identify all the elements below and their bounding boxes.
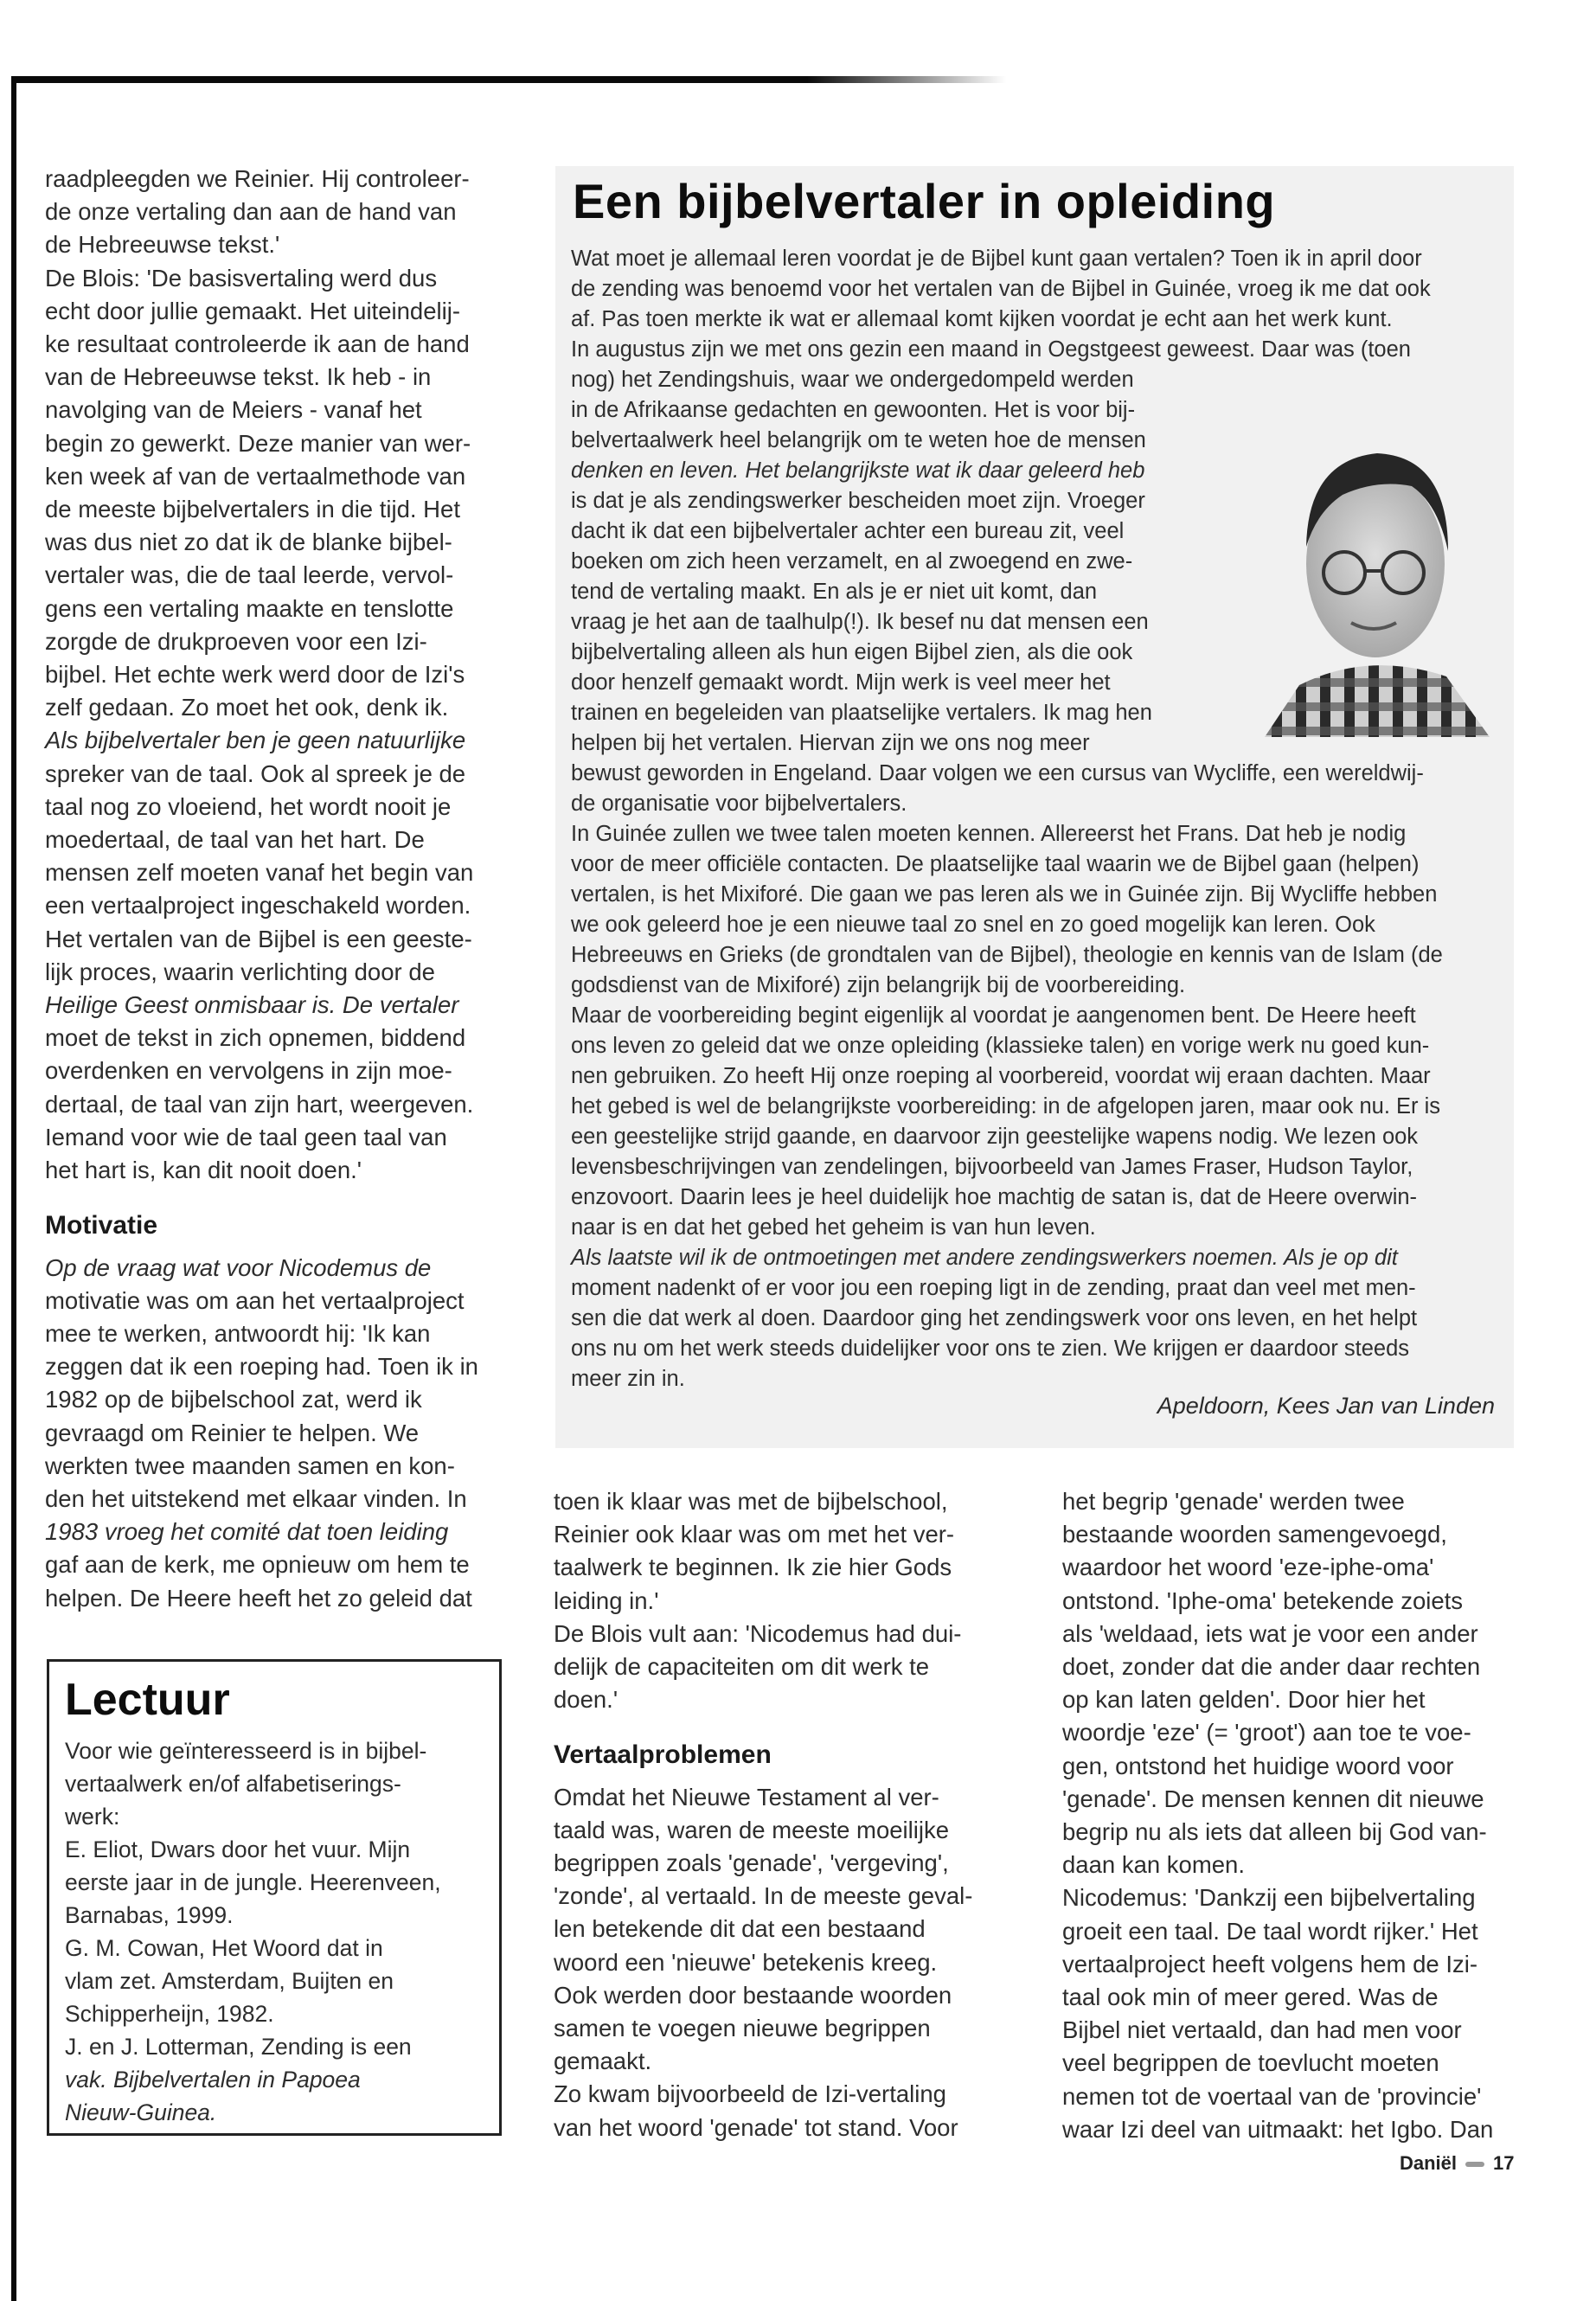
text-line: bijbelvertaling alleen als hun eigen Bijbel zien, als die ook [571, 640, 1133, 664]
text-line: 1982 op de bijbelschool zat, werd ik [45, 1386, 422, 1413]
sidebar-text-top [571, 244, 1497, 365]
text-line: Zo kwam bijvoorbeeld de Izi-vertaling [554, 2080, 946, 2108]
text-line: taal nog zo vloeiend, het wordt nooit je [45, 792, 452, 820]
text-line: begrip nu als iets dat alleen bij God van- [1062, 1818, 1487, 1846]
text-line: doen.' [554, 1686, 619, 1714]
text-line: Reinier ook klaar was om met het ver- [554, 1521, 955, 1548]
text-line: Ook werden door bestaande woorden [554, 1981, 952, 2009]
text-line: In augustus zijn we met ons gezin een maand in Oegstgeest geweest. Daar was (toen [571, 337, 1411, 362]
text-line: waar Izi deel van uitmaakt: het Igbo. Dan [1062, 2115, 1494, 2143]
text-line: dertaal, de taal van zijn hart, weergeven. [45, 1090, 474, 1118]
text-line: Hebreeuws en Grieks (de grondtalen van de Bijbel), theologie en kennis van de Islam (de [571, 943, 1443, 967]
text-line: het hart is, kan dit nooit doen.' [45, 1157, 362, 1184]
text-line: helpen bij het vertalen. Hiervan zijn we ons nog meer [571, 731, 1090, 755]
text-line: van de Hebreeuwse tekst. Ik heb - in [45, 363, 432, 391]
text-line: De Blois vult aan: 'Nicodemus had dui- [554, 1619, 962, 1647]
text-line: bestaande woorden samengevoegd, [1062, 1521, 1447, 1548]
text-line: door henzelf gemaakt wordt. Mijn werk is veel meer het [571, 670, 1111, 695]
text-line: Heilige Geest onmisbaar is. De vertaler [45, 991, 459, 1019]
right-column [1062, 1485, 1521, 2146]
text-line: de onze vertaling dan aan de hand van [45, 198, 457, 226]
text-line: J. en J. Lotterman, Zending is een [65, 2034, 412, 2060]
text-line: motivatie was om aan het vertaalproject [45, 1286, 465, 1314]
text-line: enzovoort. Daarin lees je heel duidelijk hoe machtig de satan is, dat de Heere overwin- [571, 1185, 1418, 1209]
text-line: delijk de capaciteiten om dit werk te [554, 1653, 930, 1681]
text-line: moedertaal, de taal van het hart. De [45, 826, 425, 854]
text-line: len betekende dit dat een bestaand [554, 1915, 926, 1943]
text-line: navolging van de Meiers - vanaf het [45, 396, 422, 424]
text-line: werk: [65, 1804, 120, 1830]
right-column-text [1062, 1485, 1521, 2146]
page-frame-left-rule [11, 76, 16, 2301]
text-line: denken en leven. Het belangrijkste wat ik daar geleerd heb [571, 458, 1145, 483]
text-line: Maar de voorbereiding begint eigenlijk al voordat je aangenomen bent. De Heere heeft [571, 1003, 1416, 1028]
text-line: in de Afrikaanse gedachten en gewoonten. Het is voor bij- [571, 398, 1136, 422]
text-line: vertaalwerk en/of alfabetiserings- [65, 1771, 401, 1797]
text-line: zelf gedaan. Zo moet het ook, denk ik. [45, 694, 449, 721]
text-line: gens een vertaling maakte en tenslotte [45, 594, 454, 622]
text-line: ken week af van de vertaalmethode van [45, 462, 466, 490]
text-line: Bijbel niet vertaald, dan had men voor [1062, 2016, 1462, 2044]
text-line: godsdienst van de Mixiforé) zijn belangrijk bij de voorbereiding. [571, 973, 1186, 997]
middle-column-text-before [554, 1485, 1003, 1716]
text-line: spreker van de taal. Ook al spreek je de [45, 760, 466, 787]
sidebar-article-title: Een bijbelvertaler in opleiding [573, 174, 1276, 228]
text-line: nemen tot de voertaal van de 'provincie' [1062, 2082, 1482, 2110]
page-number: 17 [1493, 2152, 1515, 2174]
text-line: sen die dat werk al doen. Daardoor ging het zendingswerk voor ons leven, en het helpt [571, 1306, 1418, 1330]
text-line: bewust geworden in Engeland. Daar volgen we een cursus van Wycliffe, een wereldwij- [571, 761, 1424, 785]
text-line: meer zin in. [571, 1367, 685, 1391]
text-line: G. M. Cowan, Het Woord dat in [65, 1935, 383, 1961]
text-line: echt door jullie gemaakt. Het uiteindelij- [45, 297, 460, 324]
text-line: de organisatie voor bijbelvertalers. [571, 792, 907, 816]
text-line: was dus niet zo dat ik de blanke bijbel- [45, 529, 452, 556]
text-line: trainen en begeleiden van plaatselijke vertalers. Ik mag hen [571, 701, 1152, 725]
text-line: vak. Bijbelvertalen in Papoea [65, 2067, 361, 2093]
text-line: nog) het Zendingshuis, waar we ondergedompeld werden [571, 368, 1134, 392]
text-line: het begrip 'genade' werden twee [1062, 1488, 1405, 1515]
text-line: doet, zonder dat die ander daar rechten [1062, 1653, 1481, 1681]
text-line: taalwerk te beginnen. Ik zie hier Gods [554, 1554, 952, 1581]
text-line: zeggen dat ik een roeping had. Toen ik in [45, 1353, 478, 1381]
footer-separator [1465, 2162, 1484, 2167]
text-line: De Blois: 'De basisvertaling werd dus [45, 264, 438, 292]
page-footer [1400, 2152, 1515, 2175]
text-line: 'genade'. De mensen kennen dit nieuwe [1062, 1785, 1484, 1812]
text-line: werkten twee maanden samen en kon- [45, 1452, 455, 1479]
text-line: samen te voegen nieuwe begrippen [554, 2015, 931, 2042]
text-line: overdenken en vervolgens in zijn moe- [45, 1057, 452, 1085]
text-line: een geestelijke strijd gaande, en daarvoor zijn geestelijke wapens nodig. We lezen ook [571, 1125, 1419, 1149]
text-line: het gebed is wel de belangrijkste voorbereiding: in de afgelopen jaren, maar ook nu. Er is [571, 1094, 1441, 1118]
text-line: levensbeschrijvingen van zendelingen, bijvoorbeeld van James Fraser, Hudson Taylor, [571, 1155, 1413, 1179]
text-line: Schipperheijn, 1982. [65, 2001, 274, 2027]
text-line: daan kan komen. [1062, 1851, 1245, 1879]
text-line: lijk proces, waarin verlichting door de [45, 958, 435, 985]
text-line: als 'weldaad, iets wat je voor een ander [1062, 1619, 1478, 1647]
text-line: raadpleegden we Reinier. Hij controleer- [45, 165, 470, 192]
text-line: Als bijbelvertaler ben je geen natuurlijke [45, 727, 466, 754]
text-line: taald was, waren de meeste moeilijke [554, 1816, 950, 1843]
text-line: de Hebreeuwse tekst.' [45, 231, 280, 259]
text-line: groeit een taal. De taal wordt rijker.' Het [1062, 1917, 1478, 1945]
sidebar-text-bottom [571, 759, 1497, 1394]
text-line: naar is en dat het gebed het geheim is van hun leven. [571, 1215, 1096, 1240]
text-line: den het uitstekend met elkaar vinden. In [45, 1484, 467, 1512]
middle-column [554, 1485, 1003, 2144]
lectuur-box [47, 1659, 502, 2136]
text-line: vraag je het aan de taalhulp(!). Ik besef nu dat mensen een [571, 610, 1149, 634]
lectuur-list [65, 1734, 489, 2129]
text-line: vertaler was, die de taal leerde, vervol- [45, 561, 454, 589]
left-column [45, 163, 503, 1615]
text-line: belvertaalwerk heel belangrijk om te weten hoe de mensen [571, 428, 1146, 452]
text-line: Voor wie geïnteresseerd is in bijbel- [65, 1738, 427, 1764]
text-line: af. Pas toen merkte ik wat er allemaal komt kijken voordat je echt aan het werk kunt. [571, 307, 1393, 331]
text-line: boeken om zich heen verzamelt, en al zwoegend en zwe- [571, 549, 1133, 574]
text-line: gen, ontstond het huidige woord voor [1062, 1752, 1454, 1779]
text-line: veel begrippen de toevlucht moeten [1062, 2049, 1439, 2077]
middle-column-text-after [554, 1781, 1003, 2144]
text-line: Nicodemus: 'Dankzij een bijbelvertaling [1062, 1884, 1476, 1912]
text-line: dacht ik dat een bijbelvertaler achter een bureau zit, veel [571, 519, 1125, 543]
text-line: gevraagd om Reinier te helpen. We [45, 1419, 420, 1446]
text-line: we ook geleerd hoe je een nieuwe taal zo snel en zo goed mogelijk kan leren. Ook [571, 913, 1375, 937]
text-line: vlam zet. Amsterdam, Buijten en [65, 1968, 394, 1994]
text-line: Het vertalen van de Bijbel is een geeste- [45, 925, 472, 952]
text-line: de zending was benoemd voor het vertalen van de Bijbel in Guinée, vroeg ik me dat ook [571, 277, 1431, 301]
text-line: op kan laten gelden'. Door hier het [1062, 1686, 1426, 1714]
text-line: bijbel. Het echte werk werd door de Izi's [45, 661, 465, 689]
text-line: tend de vertaling maakt. En als je er niet uit komt, dan [571, 580, 1098, 604]
text-line: begrippen zoals 'genade', 'vergeving', [554, 1849, 949, 1877]
magazine-name: Daniël [1400, 2152, 1458, 2174]
text-line: Op de vraag wat voor Nicodemus de [45, 1253, 432, 1281]
text-line: mee te werken, antwoordt hij: 'Ik kan [45, 1319, 431, 1347]
left-column-text-after [45, 1252, 503, 1615]
left-column-text-before [45, 163, 503, 1187]
text-line: voor de meer officiële contacten. De plaatselijke taal waarin we de Bijbel gaan (helpen) [571, 852, 1420, 876]
text-line: In Guinée zullen we twee talen moeten kennen. Allereerst het Frans. Dat heb je nodig [571, 822, 1407, 846]
sidebar-article-box [555, 166, 1514, 1448]
text-line: ke resultaat controleerde ik aan de hand [45, 330, 470, 358]
text-line: gemaakt. [554, 2048, 652, 2075]
article-signature: Apeldoorn, Kees Jan van Linden [1157, 1393, 1495, 1419]
text-line: toen ik klaar was met de bijbelschool, [554, 1488, 948, 1515]
text-line: de meeste bijbelvertalers in die tijd. Het [45, 496, 460, 523]
text-line: mensen zelf moeten vanaf het begin van [45, 859, 474, 887]
text-line: moment nadenkt of er voor jou een roeping ligt in de zending, praat dan veel met men- [571, 1276, 1416, 1300]
text-line: Wat moet je allemaal leren voordat je de Bijbel kunt gaan vertalen? Toen ik in april door [571, 247, 1422, 271]
subheading-vertaalproblemen: Vertaalproblemen [554, 1740, 772, 1770]
text-line: leiding in.' [554, 1586, 659, 1614]
text-line: waardoor het woord 'eze-iphe-oma' [1062, 1554, 1434, 1581]
text-line: begin zo gewerkt. Deze manier van wer- [45, 429, 471, 457]
text-line: is dat je als zendingswerker bescheiden moet zijn. Vroeger [571, 489, 1145, 513]
text-line: ons nu om het werk steeds duidelijker voor ons te zien. We krijgen er daardoor steeds [571, 1336, 1410, 1361]
text-line: van het woord 'genade' tot stand. Voor [554, 2113, 958, 2141]
page-frame-top-rule [11, 76, 1006, 83]
lectuur-title: Lectuur [65, 1675, 230, 1725]
text-line: 1983 vroeg het comité dat toen leiding [45, 1518, 449, 1546]
text-line: Omdat het Nieuwe Testament al ver- [554, 1783, 939, 1811]
text-line: nen gebruiken. Zo heeft Hij onze roeping al voorbereid, voordat wij eraan dachten. Maar [571, 1064, 1431, 1088]
text-line: taal ook min of meer gered. Was de [1062, 1984, 1439, 2011]
subheading-motivatie: Motivatie [45, 1211, 158, 1240]
text-line: zorgde de drukproeven voor een Izi- [45, 627, 427, 655]
text-line: woordje 'eze' (= 'groot') aan toe te voe- [1062, 1719, 1471, 1747]
text-line: Als laatste wil ik de ontmoetingen met andere zendingswerkers noemen. Als je op dit [571, 1246, 1398, 1270]
text-line: eerste jaar in de jungle. Heerenveen, [65, 1869, 441, 1895]
text-line: Nieuw-Guinea. [65, 2099, 217, 2125]
text-line: moet de tekst in zich opnemen, biddend [45, 1024, 466, 1052]
author-portrait-photo [1247, 400, 1490, 737]
text-line: 'zonde', al vertaald. In de meeste geval- [554, 1882, 973, 1910]
text-line: gaf aan de kerk, me opnieuw om hem te [45, 1551, 470, 1579]
text-line: een vertaalproject ingeschakeld worden. [45, 892, 471, 920]
text-line: ons leven zo geleid dat we onze opleiding (klassieke talen) en vorige werk nu goed kun- [571, 1034, 1430, 1058]
text-line: Iemand voor wie de taal geen taal van [45, 1123, 447, 1150]
text-line: E. Eliot, Dwars door het vuur. Mijn [65, 1836, 411, 1862]
text-line: vertaalproject heeft volgens hem de Izi- [1062, 1950, 1477, 1977]
text-line: ontstond. 'Iphe-oma' betekende zoiets [1062, 1586, 1464, 1614]
text-line: woord een 'nieuwe' betekenis kreeg. [554, 1948, 938, 1976]
text-line: helpen. De Heere heeft het zo geleid dat [45, 1584, 472, 1612]
text-line: vertalen, is het Mixiforé. Die gaan we pas leren als we in Guinée zijn. Bij Wycliffe hebben [571, 882, 1438, 907]
text-line: Barnabas, 1999. [65, 1902, 234, 1928]
